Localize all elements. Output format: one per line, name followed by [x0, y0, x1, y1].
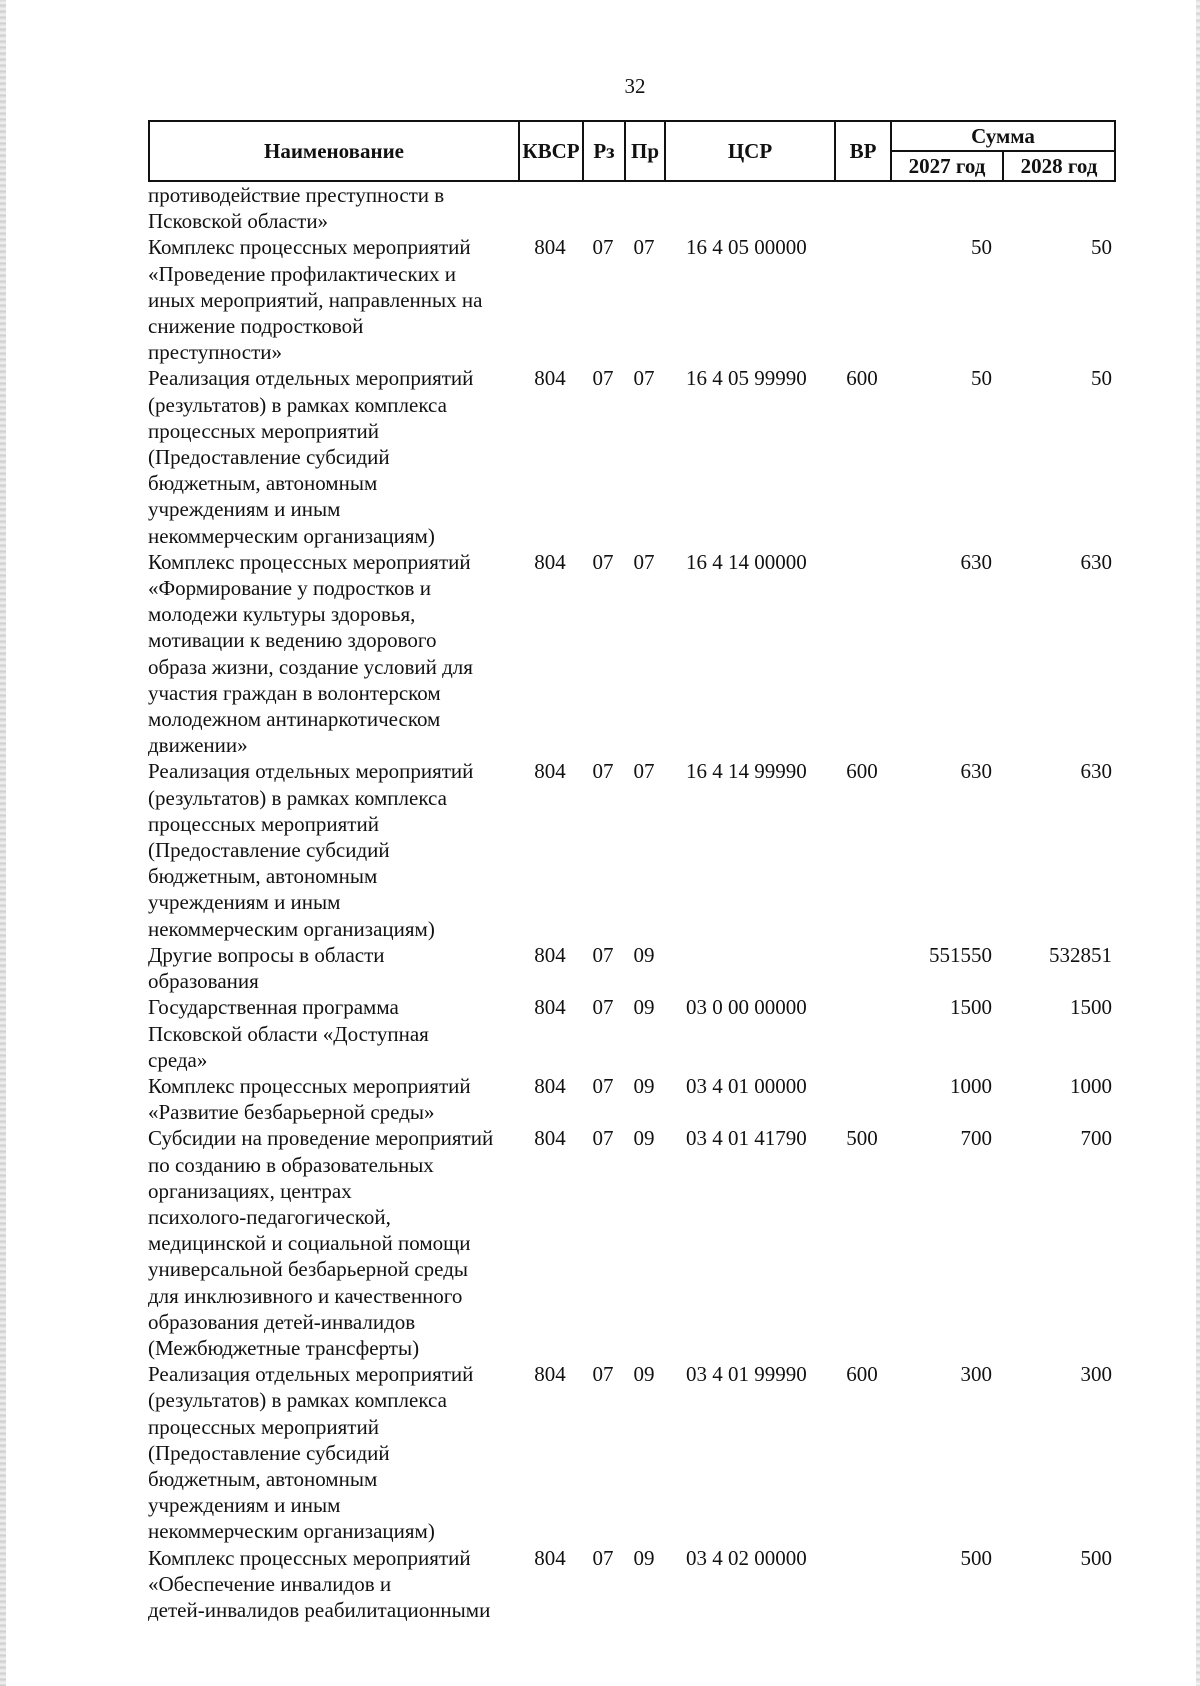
cell-rz: 07: [592, 1362, 614, 1387]
cell-sum-2028: 50: [1091, 366, 1112, 391]
header-name: Наименование: [149, 121, 519, 181]
cell-name: Реализация отдельных мероприятий (результатов) в рамках комплекса процессных мероприятий (Предоставление субсидий бюджетным, автономным учреждениям и иным некоммерческим организациям): [148, 759, 474, 941]
header-pr: Пр: [625, 121, 665, 181]
cell-csr: [664, 942, 834, 994]
cell-pr: 07: [633, 235, 655, 260]
cell-pr: 09: [633, 1362, 655, 1387]
cell-pr: 09: [633, 995, 655, 1020]
cell-sum-2027: 1500: [950, 995, 992, 1020]
cell-rz: 07: [592, 366, 614, 391]
cell-name: Реализация отдельных мероприятий (результатов) в рамках комплекса процессных мероприятий (Предоставление субсидий бюджетным, автономным учреждениям и иным некоммерческим организациям): [148, 1362, 474, 1544]
table-row: [148, 1125, 1114, 1361]
cell-sum-2027: 500: [960, 1545, 992, 1570]
page-number: 32: [624, 74, 646, 98]
cell-kvsr: 804: [534, 1362, 566, 1387]
cell-sum-2028: 630: [1080, 759, 1112, 784]
cell-kvsr: 804: [534, 1126, 566, 1151]
cell-sum-2028: 500: [1080, 1545, 1112, 1570]
table-row: [148, 1073, 1114, 1125]
cell-rz: 07: [592, 1126, 614, 1151]
cell-sum-2028: 50: [1091, 235, 1112, 260]
cell-sum-2028: 300: [1080, 1362, 1112, 1387]
cell-vr: 500: [846, 1126, 878, 1151]
cell-kvsr: 804: [534, 942, 566, 967]
cell-vr: [834, 1545, 890, 1624]
cell-csr: 16 4 05 00000: [686, 235, 807, 260]
cell-kvsr: [518, 182, 582, 234]
cell-csr: 16 4 05 99990: [686, 366, 807, 391]
cell-sum-2027: 630: [960, 759, 992, 784]
cell-rz: 07: [592, 759, 614, 784]
cell-rz: 07: [592, 549, 614, 574]
cell-name: противодействие преступности в Псковской области»: [148, 183, 445, 234]
header-sum: Сумма: [891, 121, 1115, 151]
cell-sum-2028: [1002, 182, 1114, 234]
header-vr: ВР: [835, 121, 891, 181]
cell-kvsr: 804: [534, 759, 566, 784]
cell-rz: 07: [592, 235, 614, 260]
cell-pr: 09: [633, 1126, 655, 1151]
cell-csr: 16 4 14 00000: [686, 549, 807, 574]
cell-csr: 03 4 01 99990: [686, 1362, 807, 1387]
cell-rz: 07: [592, 942, 614, 967]
scan-right-edge: [1196, 0, 1200, 1686]
cell-sum-2027: 300: [960, 1362, 992, 1387]
table-header: [148, 120, 1116, 182]
header-kvsr: КВСР: [519, 121, 583, 181]
cell-pr: 09: [633, 942, 655, 967]
header-year-2028: 2028 год: [1003, 151, 1115, 181]
cell-sum-2027: 1000: [950, 1073, 992, 1098]
cell-vr: [834, 994, 890, 1073]
cell-csr: 16 4 14 99990: [686, 759, 807, 784]
cell-vr: [834, 182, 890, 234]
header-rz: Рз: [583, 121, 625, 181]
table-row: [148, 994, 1114, 1073]
cell-vr: [834, 549, 890, 759]
cell-vr: 600: [846, 759, 878, 784]
cell-pr: 07: [633, 549, 655, 574]
table-row: [148, 1361, 1114, 1544]
cell-pr: 09: [633, 1545, 655, 1570]
cell-kvsr: 804: [534, 995, 566, 1020]
table-row: [148, 549, 1114, 759]
cell-sum-2028: 630: [1080, 549, 1112, 574]
cell-sum-2028: 532851: [1049, 942, 1112, 967]
cell-sum-2027: 551550: [929, 942, 992, 967]
table-row: [148, 234, 1114, 365]
cell-sum-2027: 700: [960, 1126, 992, 1151]
table-body: [148, 182, 1114, 1623]
cell-name: Другие вопросы в области образования: [148, 942, 385, 994]
cell-name: Комплекс процессных мероприятий «Формирование у подростков и молодежи культуры здоровья, мотивации к ведению здорового образа жизни, создание условий для участия граждан в волонтерском молодежном антинаркотическом движении»: [148, 549, 473, 758]
header-year-2027: 2027 год: [891, 151, 1003, 181]
cell-kvsr: 804: [534, 1073, 566, 1098]
cell-csr: 03 4 01 41790: [686, 1126, 807, 1151]
cell-sum-2027: 630: [960, 549, 992, 574]
cell-vr: [834, 942, 890, 994]
cell-name: Государственная программа Псковской области «Доступная среда»: [148, 995, 429, 1072]
cell-kvsr: 804: [534, 549, 566, 574]
cell-name: Комплекс процессных мероприятий «Обеспечение инвалидов и детей-инвалидов реабилитационными: [148, 1545, 491, 1622]
cell-rz: 07: [592, 1073, 614, 1098]
cell-sum-2027: 50: [971, 235, 992, 260]
cell-sum-2028: 1500: [1070, 995, 1112, 1020]
cell-sum-2027: 50: [971, 366, 992, 391]
table-row: [148, 1545, 1114, 1624]
table-row: [148, 758, 1114, 941]
cell-rz: [582, 182, 624, 234]
cell-pr: 09: [633, 1073, 655, 1098]
cell-rz: 07: [592, 1545, 614, 1570]
cell-csr: 03 4 01 00000: [686, 1073, 807, 1098]
cell-rz: 07: [592, 995, 614, 1020]
cell-pr: 07: [633, 366, 655, 391]
cell-vr: 600: [846, 1362, 878, 1387]
cell-kvsr: 804: [534, 1545, 566, 1570]
budget-table: [148, 120, 1116, 1623]
cell-csr: [664, 182, 834, 234]
scan-left-edge: [0, 0, 6, 1686]
cell-csr: 03 4 02 00000: [686, 1545, 807, 1570]
header-csr: ЦСР: [665, 121, 835, 181]
cell-name: Комплекс процессных мероприятий «Развитие безбарьерной среды»: [148, 1073, 471, 1125]
cell-csr: 03 0 00 00000: [686, 995, 807, 1020]
cell-sum-2028: 1000: [1070, 1073, 1112, 1098]
table-row: [148, 182, 1114, 234]
cell-name: Комплекс процессных мероприятий «Проведение профилактических и иных мероприятий, направленных на снижение подростковой преступности»: [148, 235, 483, 365]
cell-sum-2027: [890, 182, 1002, 234]
table-row: [148, 942, 1114, 994]
cell-kvsr: 804: [534, 235, 566, 260]
cell-vr: [834, 234, 890, 365]
cell-pr: 07: [633, 759, 655, 784]
cell-name: Реализация отдельных мероприятий (результатов) в рамках комплекса процессных мероприятий (Предоставление субсидий бюджетным, автономным учреждениям и иным некоммерческим организациям): [148, 366, 474, 548]
cell-pr: [624, 182, 664, 234]
cell-vr: [834, 1073, 890, 1125]
cell-name: Субсидии на проведение мероприятий по созданию в образовательных организациях, центрах психолого-педагогической, медицинской и социальной помощи универсальной безбарьерной среды для инклюзивного и качественного образования детей-инвалидов (Межбюджетные трансферты): [148, 1126, 494, 1360]
cell-kvsr: 804: [534, 366, 566, 391]
cell-vr: 600: [846, 366, 878, 391]
table-row: [148, 365, 1114, 548]
cell-sum-2028: 700: [1080, 1126, 1112, 1151]
